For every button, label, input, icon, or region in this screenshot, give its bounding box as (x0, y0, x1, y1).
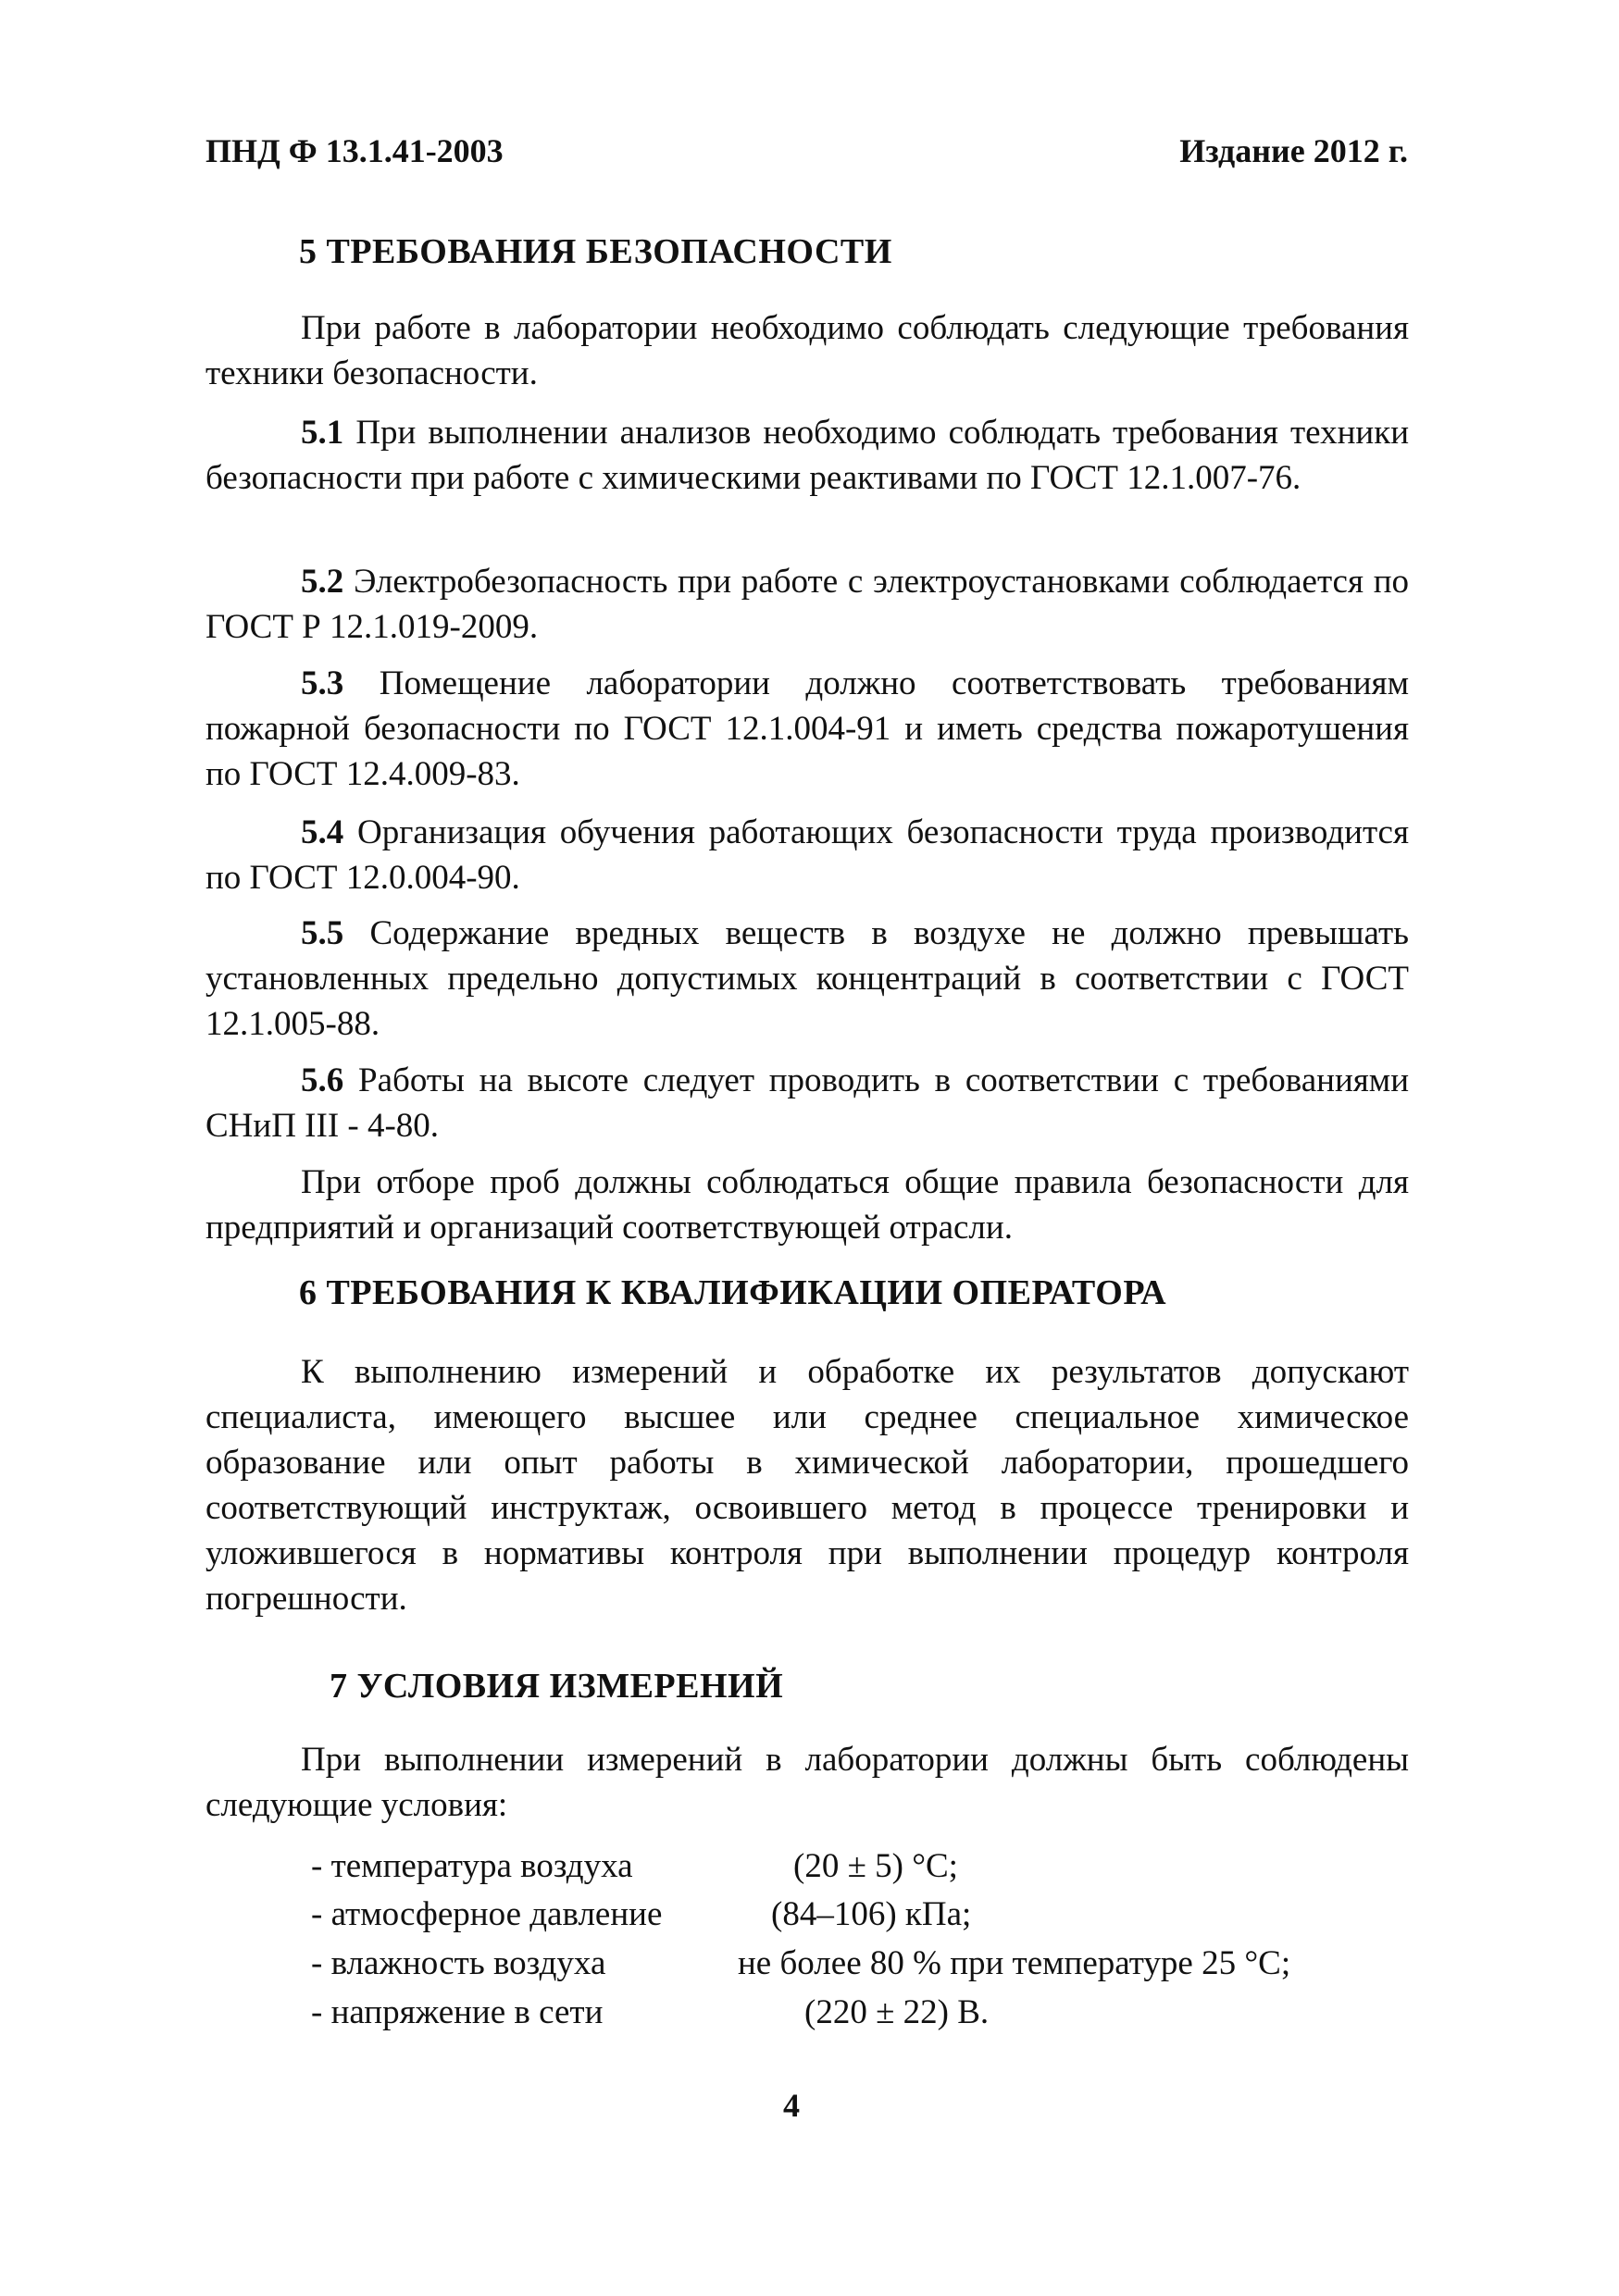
paragraph-5-5 (205, 911, 1409, 1047)
condition-label: - атмосферное давление (311, 1895, 663, 1933)
paragraph-5-2 (205, 559, 1409, 650)
item-text: Содержание вредных веществ в воздухе не должно превышать установленных предельно допустимых концентраций в соответствии с ГОСТ 12.1.005-88. (205, 914, 1409, 1043)
page-number: 4 (783, 2087, 800, 2124)
section-5-title: 5 ТРЕБОВАНИЯ БЕЗОПАСНОСТИ (299, 232, 892, 271)
condition-label: - влажность воздуха (311, 1944, 606, 1982)
condition-value: (220 ± 22) В. (804, 1993, 990, 2031)
item-text: Помещение лаборатории должно соответствовать требованиям пожарной безопасности по ГОСТ 12.1.004-91 и иметь средства пожаротушения по ГОСТ 12.4.009-83. (205, 664, 1409, 793)
condition-label: - температура воздуха (311, 1847, 633, 1885)
item-number: 5.4 (301, 813, 344, 851)
item-text: Организация обучения работающих безопасности труда производится по ГОСТ 12.0.004-90. (205, 813, 1410, 897)
item-number: 5.2 (301, 563, 344, 601)
condition-value: не более 80 % при температуре 25 °С; (738, 1944, 1291, 1982)
item-text: Работы на высоте следует проводить в соответствии с требованиями СНиП III - 4-80. (205, 1061, 1409, 1145)
condition-value: (84–106) кПа; (771, 1895, 972, 1933)
edition-label: Издание 2012 г. (1179, 132, 1408, 169)
section-7-intro: При выполнении измерений в лаборатории должны быть соблюдены следующие условия: (205, 1741, 1409, 1824)
section-6-text: К выполнению измерений и обработке их результатов допускают специалиста, имеющего высшее или среднее специальное химическое образование или опыт работы в химической лаборатории, прошедшего соответствующий инструктаж, освоившего метод в процессе тренировки и уложившегося в нормативы контроля при выполнении процедур контроля погрешности. (205, 1353, 1409, 1618)
item-number: 5.5 (301, 914, 344, 952)
item-text: При выполнении анализов необходимо соблюдать требования техники безопасности при работе с химическими реактивами по ГОСТ 12.1.007-76. (205, 414, 1409, 497)
condition-value: (20 ± 5) °С; (793, 1847, 958, 1885)
paragraph-5-4 (205, 810, 1409, 900)
item-number: 5.6 (301, 1061, 344, 1099)
paragraph-5-3 (205, 661, 1409, 797)
item-number: 5.3 (301, 664, 344, 702)
item-number: 5.1 (301, 414, 344, 452)
section-5-outro: При отборе проб должны соблюдаться общие правила безопасности для предприятий и организаций соответствующей отрасли. (205, 1163, 1409, 1247)
condition-label: - напряжение в сети (311, 1993, 604, 2031)
document-code: ПНД Ф 13.1.41-2003 (205, 132, 504, 169)
paragraph-5-6 (205, 1058, 1409, 1148)
section-6-title: 6 ТРЕБОВАНИЯ К КВАЛИФИКАЦИИ ОПЕРАТОРА (299, 1273, 1167, 1312)
section-5-intro: При работе в лаборатории необходимо соблюдать следующие требования техники безопасности. (205, 309, 1409, 392)
paragraph-5-1 (205, 410, 1409, 501)
section-7-title: 7 УСЛОВИЯ ИЗМЕРЕНИЙ (330, 1667, 784, 1706)
item-text: Электробезопасность при работе с электроустановками соблюдается по ГОСТ Р 12.1.019-2009. (205, 563, 1409, 646)
